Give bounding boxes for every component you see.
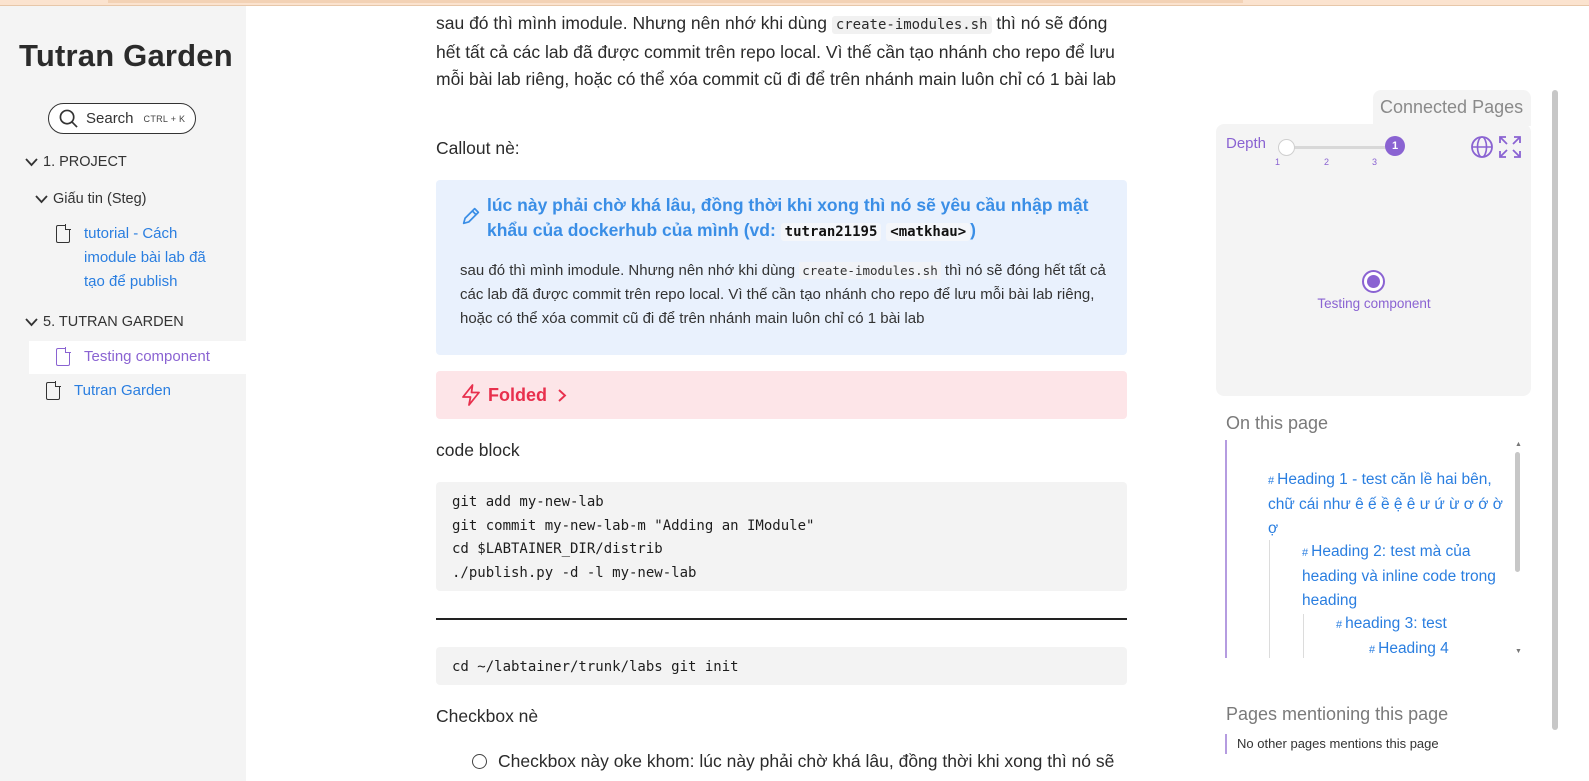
code-block: git add my-new-lab git commit my-new-lab-m "Adding an IModule" cd $LABTAINER_DIR/distrib ./publish.py -d -l my-new-lab [436,482,1127,591]
chevron-right-icon [557,388,567,403]
depth-label: Depth [1226,135,1267,152]
depth-slider-track[interactable] [1282,146,1388,149]
file-icon [56,225,70,243]
inline-code: <matkhau> [886,223,970,241]
file-icon [56,348,70,366]
site-title[interactable]: Tutran Garden [19,38,233,73]
inline-code: tutran21195 [781,223,882,241]
depth-value-badge: 1 [1385,136,1405,156]
callout-note [436,180,1127,355]
sidebar-item-tutran-garden[interactable] [46,379,171,403]
depth-slider-handle[interactable] [1278,139,1295,156]
callout-body: sau đó thì mình imodule. Nhưng nên nhớ khi dùng create-imodules.sh thì nó sẽ đóng hết tất cả các lab đã được commit trên repo local. Vì thế cần tạo nhánh cho repo để lưu mỗi bài lab riêng, hoặc có thể xóa commit cũ đi để trên nhánh main luôn chỉ có 1 bài lab [460,262,1106,327]
sidebar-item-tutorial-label: tutorial - Cách imodule bài lab đã tạo để publish [84,225,206,290]
folder-project[interactable] [25,154,127,170]
sidebar-item-testing[interactable] [56,345,210,369]
checkbox-circle[interactable] [472,754,487,769]
toc-item-heading-3[interactable]: # heading 3: test [1336,615,1447,632]
fullscreen-icon[interactable] [1499,136,1521,158]
mentions-empty: No other pages mentions this page [1225,734,1439,754]
folder-project-label: 1. PROJECT [43,154,127,170]
chevron-down-icon [35,192,53,207]
page-scrollbar[interactable] [1551,80,1560,781]
folder-steg[interactable] [35,191,147,207]
graph-title: Connected Pages [1380,97,1524,117]
sidebar-item-testing-active[interactable] [29,341,246,374]
code-block: cd ~/labtainer/trunk/labs git init [436,647,1127,685]
checkbox-label: Checkbox nè [436,706,539,726]
toc-scrollbar[interactable] [1514,440,1522,658]
zap-icon [460,383,482,407]
checkbox-item-label: Checkbox này oke khom: lúc này phải chờ khá lâu, đồng thời khi xong thì nó sẽ [498,751,1115,771]
depth-tick: 3 [1372,157,1378,167]
toc-item-heading-4[interactable]: # Heading 4 [1369,640,1449,657]
sidebar-item-tutorial[interactable] [56,222,226,294]
search-icon [59,109,78,128]
toc-item-heading-1[interactable]: # Heading 1 - test căn lề hai bên, chữ cái như ê ế ề ệ ê ư ứ ừ ơ ớ ờ ợ [1268,471,1503,537]
toc-scrollbar-thumb[interactable] [1515,452,1520,572]
mentions-title: Pages mentioning this page [1226,704,1449,724]
search-label: Search [86,110,134,127]
toc-indent-guide [1269,540,1270,658]
code-block-label: code block [436,440,520,460]
callout-folded[interactable] [436,371,1127,419]
intro-text: sau đó thì mình imodule. Nhưng nên nhớ khi dùng create-imodules.sh thì nó sẽ đóng hết tất cả các lab đã được commit trên repo local. Vì thế cần tạo nhánh cho repo để lưu mỗi bài lab riêng, hoặc có thể xóa commit cũ đi để trên nhánh main luôn chỉ có 1 bài lab [436,13,1116,89]
sidebar-item-tutran-garden-label: Tutran Garden [74,382,171,399]
folded-label: Folded [488,384,547,405]
graph-node-label[interactable]: Testing component [1317,296,1431,311]
toc-title: On this page [1226,413,1329,433]
toc-indent-guide [1303,614,1304,658]
page-scrollbar-thumb[interactable] [1552,90,1558,730]
file-icon [46,382,60,400]
toc-item-heading-2[interactable]: # Heading 2: test mà của heading và inline code trong heading [1302,543,1496,609]
sidebar-item-testing-label: Testing component [84,348,210,365]
search-shortcut: CTRL + K [143,113,186,124]
scroll-down-icon[interactable]: ▼ [1515,648,1522,655]
browser-top-strip-inner [108,0,1243,3]
callout-title: lúc này phải chờ khá lâu, đồng thời khi xong thì nó sẽ yêu cầu nhập mật khẩu của dockerhub của mình (vd: tutran21195 <matkhau> ) [487,195,1089,240]
depth-tick: 1 [1275,157,1281,167]
scroll-up-icon[interactable]: ▲ [1515,441,1522,448]
inline-code: create-imodules.sh [799,262,940,279]
horizontal-rule [436,618,1127,620]
inline-code: create-imodules.sh [832,16,992,34]
checkbox-item[interactable] [472,751,1132,772]
graph-node[interactable] [1362,270,1385,293]
folder-tutran-garden[interactable] [25,314,184,330]
search-button[interactable] [48,103,196,134]
toc-list [1225,440,1521,658]
chevron-down-icon [25,315,43,330]
chevron-down-icon [25,155,43,170]
folder-steg-label: Giấu tin (Steg) [53,191,147,207]
folder-tutran-garden-label: 5. TUTRAN GARDEN [43,314,184,330]
pencil-icon [460,205,482,227]
callout-label: Callout nè: [436,138,520,158]
depth-tick: 2 [1324,157,1330,167]
globe-icon[interactable] [1470,135,1494,159]
intro-paragraph [436,10,1126,93]
